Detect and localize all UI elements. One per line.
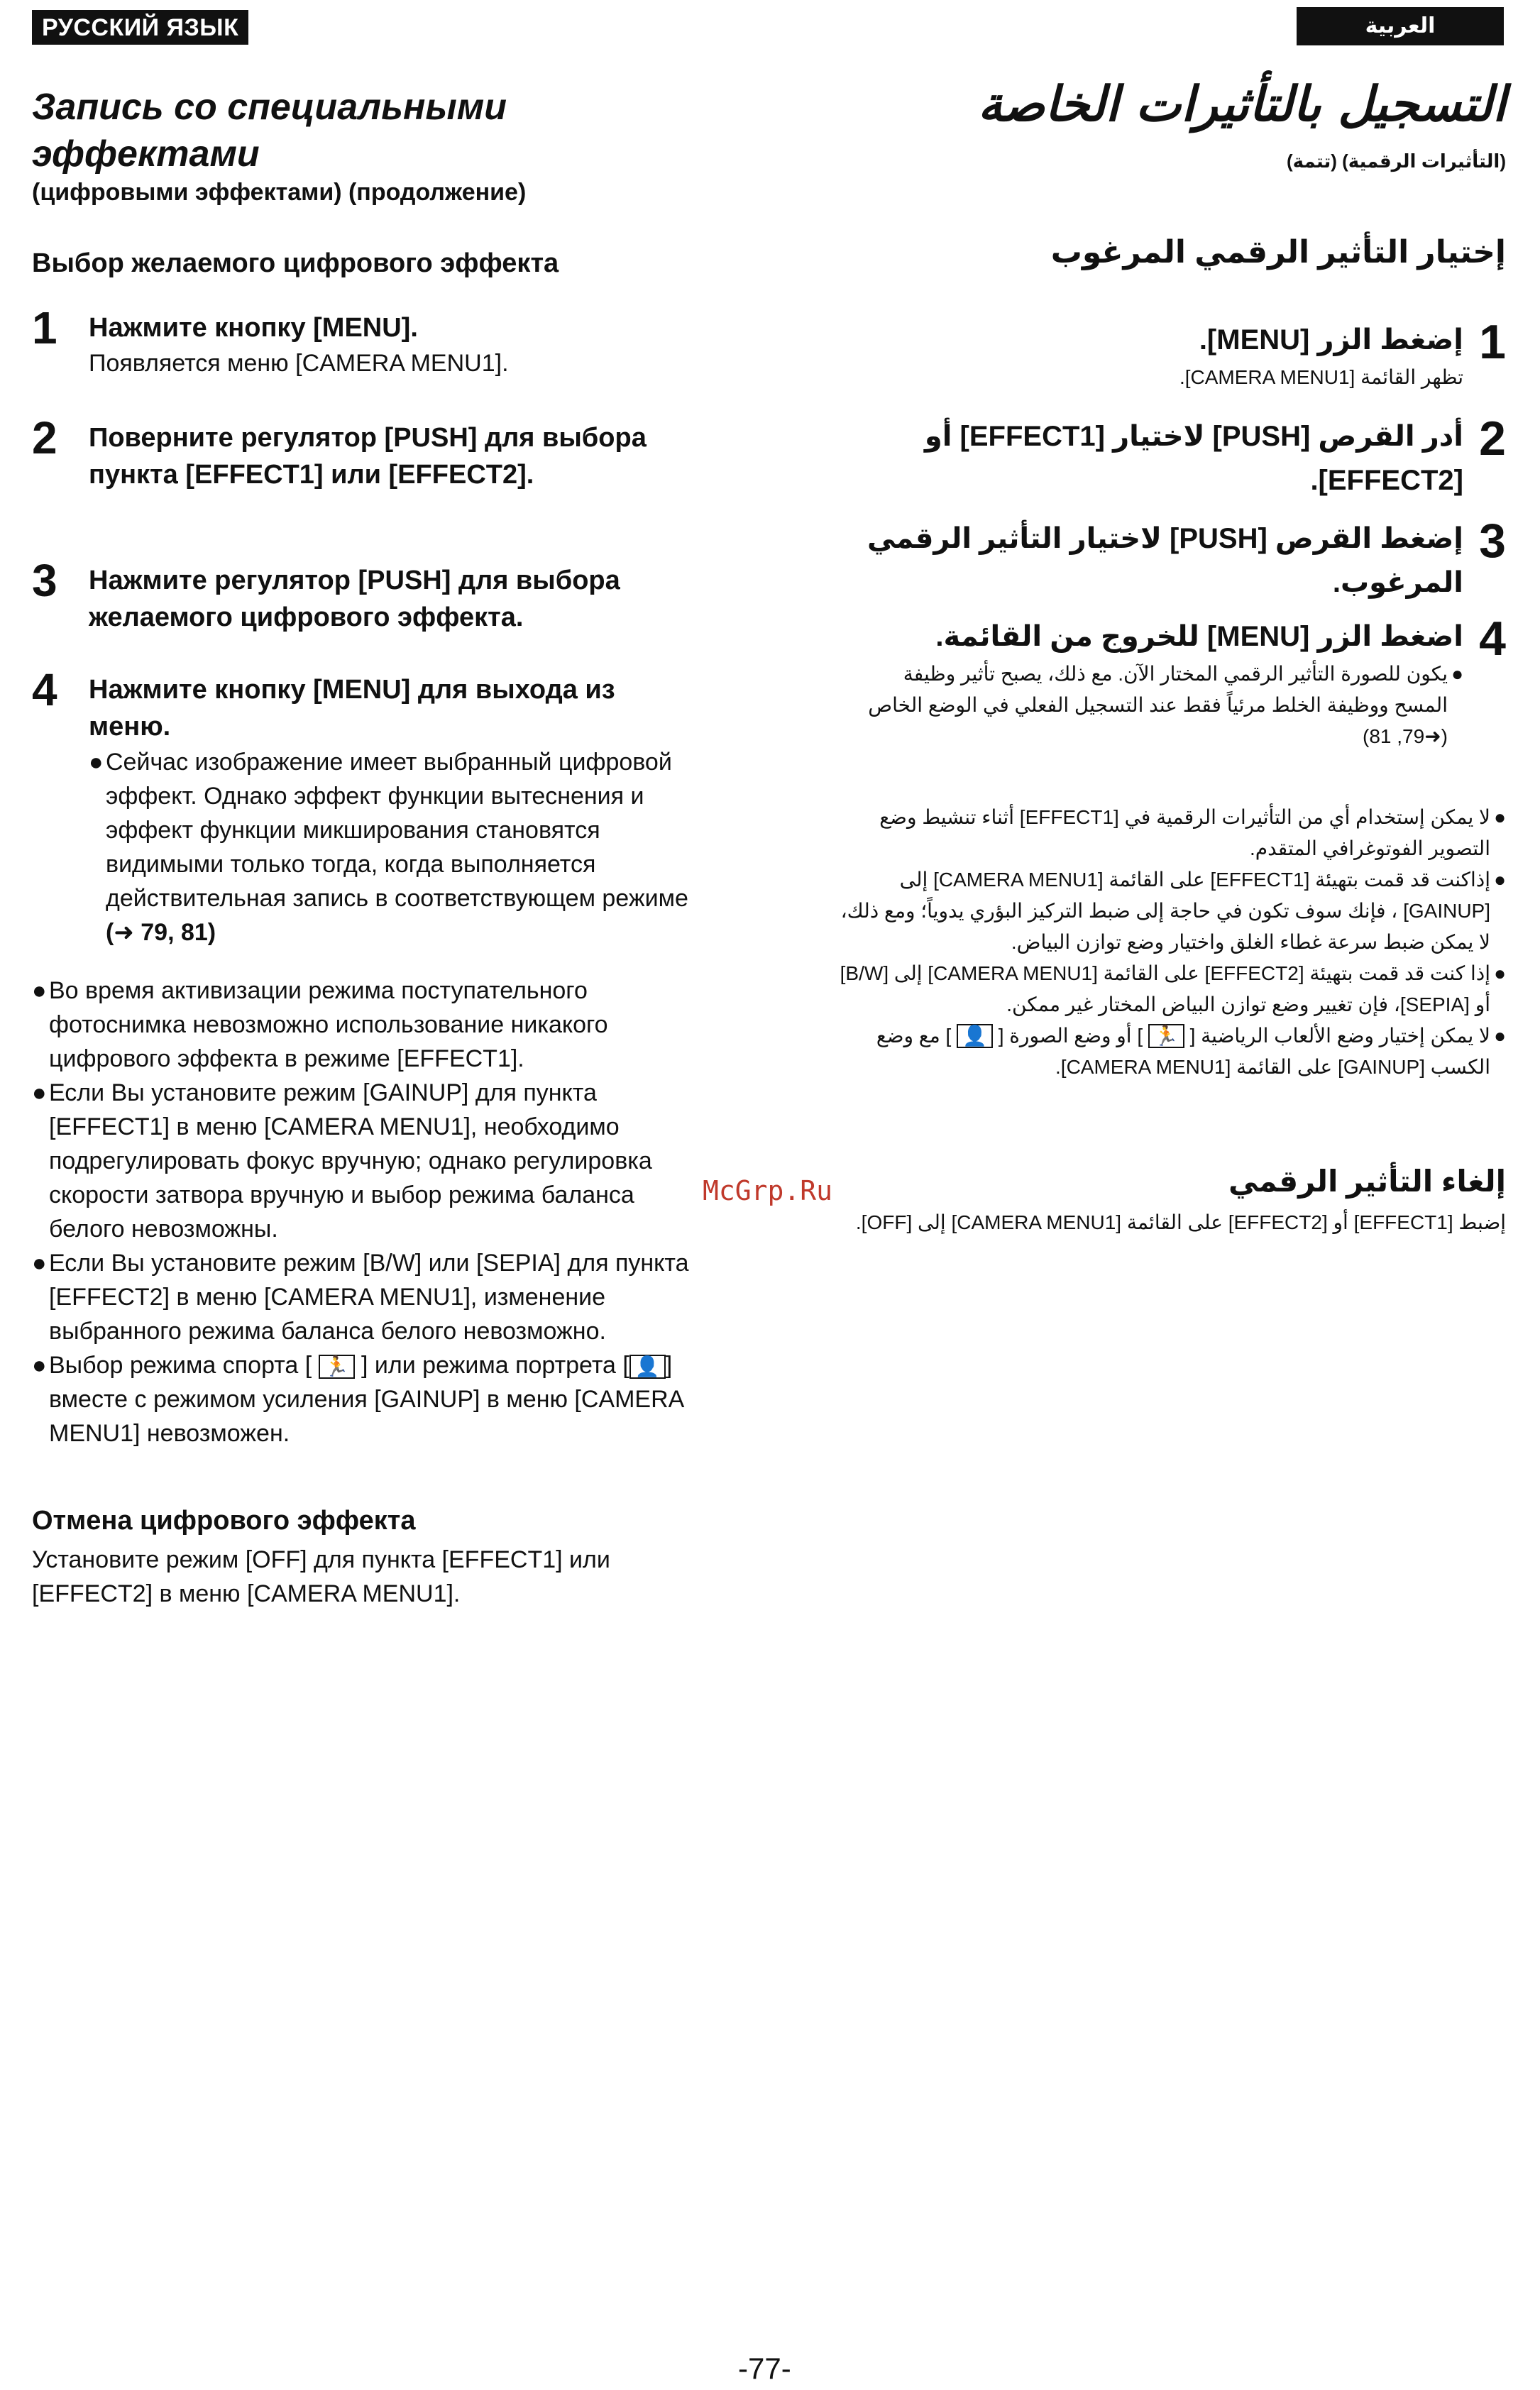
bullet-icon: ●: [89, 749, 104, 776]
step-1-arabic: [837, 315, 1506, 393]
step-number: 3: [32, 555, 57, 606]
step-number: 3: [1479, 514, 1506, 568]
note-item: ● إذاكنت قد قمت بتهيئة [EFFECT1] على القائمة [CAMERA MENU1] إلى [GAINUP] ، فإنك سوف تكون في حاجة إلى ضبط التركيز البؤري يدوياً؛ ومع ذلك، لا يمكن ضبط سرعة غطاء الغلق واختيار وضع توازن البياض.: [837, 864, 1506, 958]
section-heading-select-effect-arabic: إختيار التأثير الرقمي المرغوب: [1050, 235, 1506, 270]
note-item: ● إذا كنت قد قمت بتهيئة [EFFECT2] على القائمة [CAMERA MENU1] إلى [B/W] أو [SEPIA]، فإن تغيير وضع توازن البياض المختار غير ممكن.: [837, 958, 1506, 1020]
bullet-icon: ●: [32, 1250, 47, 1277]
step-number: 2: [32, 412, 57, 463]
language-tag-russian: РУССКИЙ ЯЗЫК: [32, 10, 248, 45]
watermark-text: McGrp.Ru: [703, 1175, 833, 1206]
step-number: 1: [1479, 315, 1506, 369]
step-heading: إضغط الزر [MENU].: [1199, 324, 1463, 356]
language-tag-arabic: العربية: [1297, 7, 1504, 45]
bullet-icon: ●: [1494, 869, 1506, 891]
note-item: ● Выбор режима спорта [ 🏃 ] или режима портрета [ 👤 ] вместе с режимом усиления [GAINUP] в меню [CAMERA MENU1] невозможен.: [32, 1348, 706, 1450]
step-heading: Поверните регулятор [PUSH] для выбора пункта [EFFECT1] или [EFFECT2].: [89, 423, 647, 490]
step-note: [89, 745, 709, 949]
step-heading: إضغط القرص [PUSH] لاختيار التأثير الرقمي المرغوب.: [867, 523, 1463, 598]
step-heading: Нажмите регулятор [PUSH] для выбора желаемого цифрового эффекта.: [89, 566, 620, 632]
note-item: ● لا يمكن إستخدام أي من التأثيرات الرقمية في [EFFECT1] أثناء تنشيط وضع التصوير الفوتوغرافي المتقدم.: [837, 802, 1506, 864]
step-note-text: Сейчас изображение имеет выбранный цифровой эффект. Однако эффект функции вытеснения и эффект функции микширования становятся видимыми только тогда, когда выполняется действительная запись в соответствующем режиме: [106, 749, 688, 912]
notes-list: [32, 974, 706, 1450]
bullet-icon: ●: [32, 1079, 47, 1106]
bullet-icon: ●: [1451, 663, 1463, 685]
sports-mode-icon: 🏃: [1148, 1024, 1184, 1048]
step-4-arabic: [837, 612, 1506, 752]
step-detail: Появляется меню [CAMERA MENU1].: [89, 350, 509, 377]
step-1: [32, 302, 706, 380]
notes-list-arabic: [837, 802, 1506, 1083]
bullet-icon: ●: [32, 977, 47, 1004]
step-3-arabic: [837, 514, 1506, 605]
note-item: ● Если Вы установите режим [GAINUP] для пункта [EFFECT1] в меню [CAMERA MENU1], необходимо подрегулировать фокус вручную; однако регулировка скорости затвора вручную и выбор режима баланса белого невозможны.: [32, 1076, 706, 1246]
step-number: 4: [1479, 612, 1506, 666]
cancel-instructions: Установите режим [OFF] для пункта [EFFECT1] или [EFFECT2] в меню [CAMERA MENU1].: [32, 1546, 610, 1607]
page-title-arabic: التسجيل بالتأثيرات الخاصة: [978, 77, 1506, 133]
step-3: [32, 555, 706, 636]
portrait-mode-icon: 👤: [629, 1355, 666, 1379]
page-title-russian: [32, 84, 507, 177]
bullet-icon: ●: [1494, 1025, 1506, 1047]
bullet-icon: ●: [1494, 962, 1506, 984]
portrait-mode-icon: 👤: [957, 1024, 993, 1048]
step-detail: تظهر القائمة [CAMERA MENU1].: [1179, 366, 1463, 388]
subtitle-russian: (цифровыми эффектами) (продолжение): [32, 179, 527, 206]
step-heading: اضغط الزر [MENU] للخروج من القائمة.: [935, 621, 1463, 652]
step-heading: Нажмите кнопку [MENU].: [89, 313, 418, 343]
section-heading-select-effect: Выбор желаемого цифрового эффекта: [32, 248, 559, 278]
step-number: 2: [1479, 412, 1506, 466]
page-number: -77-: [738, 2352, 791, 2385]
page-reference: (➜ 79, 81): [106, 919, 216, 946]
note-item: ● لا يمكن إختيار وضع الألعاب الرياضية [ 🏃 ] أو وضع الصورة [ 👤 ] مع وضع الكسب [GAINUP] على القائمة [CAMERA MENU1].: [837, 1020, 1506, 1083]
step-4: [32, 664, 706, 949]
step-heading: أدر القرص [PUSH] لاختيار [EFFECT1] أو [EFFECT2].: [924, 421, 1463, 496]
title-line-1: Запись со специальными: [32, 87, 507, 128]
title-line-2: эффектами: [32, 133, 260, 175]
bullet-icon: ●: [1494, 806, 1506, 828]
page-reference: (➜79, 81): [1363, 725, 1448, 747]
subtitle-arabic: (التأثيرات الرقمية) (تتمة): [1287, 150, 1506, 172]
step-2: [32, 412, 706, 493]
step-number: 4: [32, 664, 57, 715]
step-heading: Нажмите кнопку [MENU] для выхода из меню.: [89, 675, 615, 742]
bullet-icon: ●: [32, 1352, 47, 1379]
note-item: ● Если Вы установите режим [B/W] или [SEPIA] для пункта [EFFECT2] в меню [CAMERA MENU1], изменение выбранного режима баланса белого невозможно.: [32, 1246, 706, 1348]
section-heading-cancel-effect-arabic: إلغاء التأثير الرقمي: [1228, 1164, 1506, 1198]
step-number: 1: [32, 302, 57, 353]
note-item: ● Во время активизации режима поступательного фотоснимка невозможно использование никакого цифрового эффекта в режиме [EFFECT1].: [32, 974, 706, 1076]
step-note: ● يكون للصورة التأثير الرقمي المختار الآن. مع ذلك، يصبح تأثير وظيفة المسح ووظيفة الخلط مرئياً فقط عند التسجيل الفعلي في الوضع الخاص (➜79, 81): [866, 659, 1463, 752]
cancel-instructions-arabic: إضبط [EFFECT1] أو [EFFECT2] على القائمة [CAMERA MENU1] إلى [OFF].: [855, 1211, 1506, 1233]
sports-mode-icon: 🏃: [319, 1355, 355, 1379]
section-heading-cancel-effect: Отмена цифрового эффекта: [32, 1506, 416, 1536]
step-2-arabic: [837, 414, 1506, 502]
